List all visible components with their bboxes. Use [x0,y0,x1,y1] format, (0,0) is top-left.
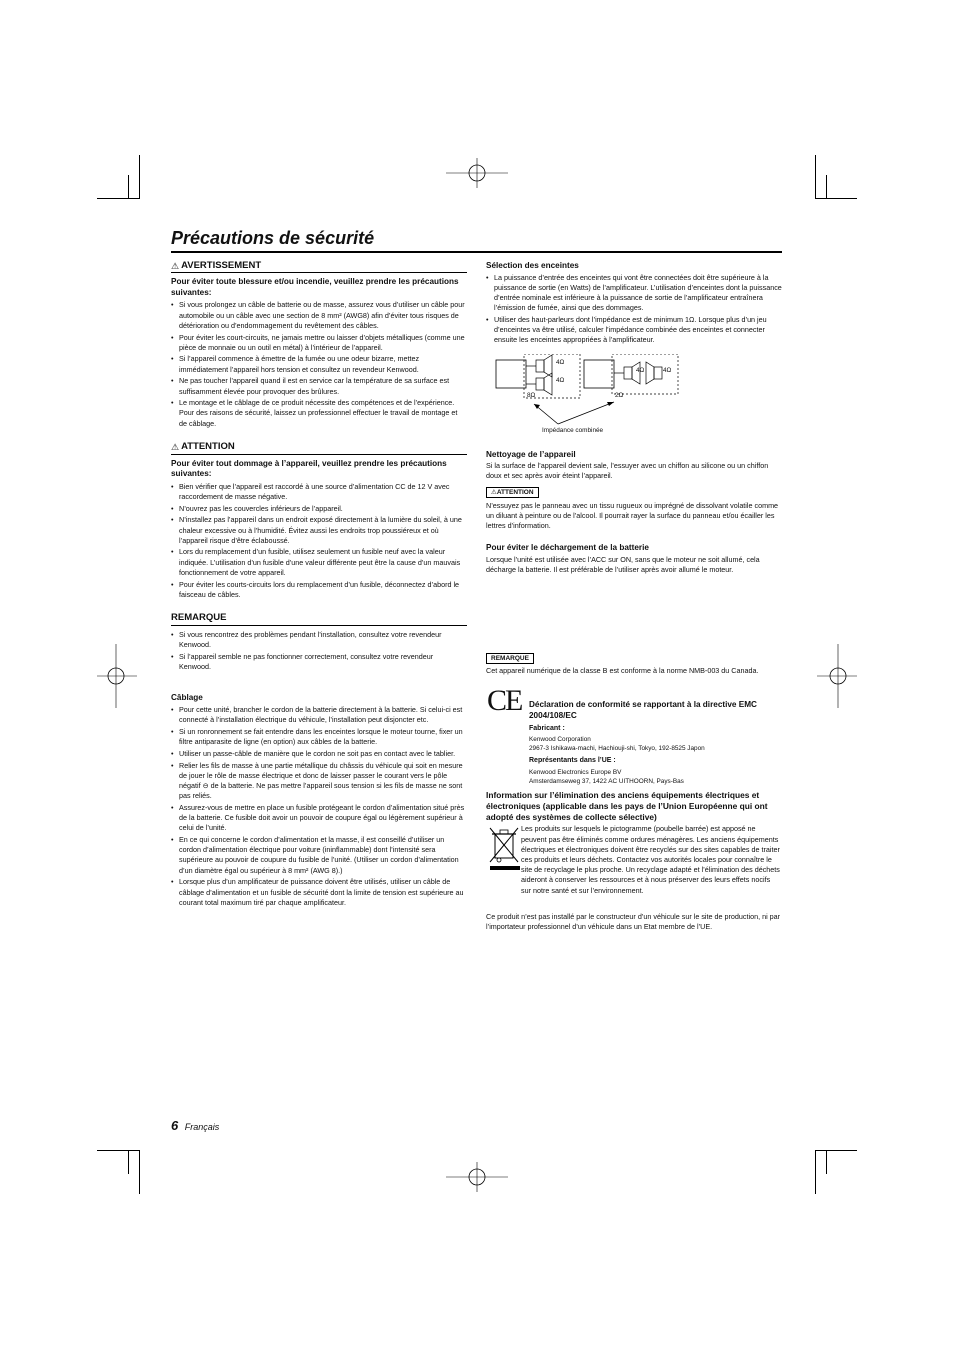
impedance-total: 2Ω [615,391,624,399]
ce-logo: CE [487,684,522,718]
list-item: • Si l’appareil semble ne pas fonctionner correctement, consultez votre revendeur Kenwood. [171,652,467,672]
fabricant-name: Kenwood Corporation [529,736,591,744]
remarque-tag: REMARQUE [486,653,534,664]
remarque-heading: REMARQUE [171,613,467,625]
list-item: • Le montage et le câblage de ce produit nécessite des compétences et de l’expérience. Pour des raisons de sécurité, laissez un professionnel effectuer le travail de montage et de câblage. [171,398,467,429]
batterie-heading: Pour éviter le déchargement de la batterie [486,543,649,553]
crop-mark [128,1150,129,1174]
remarque-list [171,630,467,672]
list-item: • Relier les fils de masse à une partie métallique du châssis du véhicule qui soit en mesure de jouer le rôle de masse électrique et donc de laisser passer le courant vers le pôle négatif ⊖ de la batterie. Ne pas mettre l’appareil sous tension si les fils de masse ne sont pas reliés. [171,761,467,802]
nettoyage-text: Si la surface de l’appareil devient sale, l’essuyer avec un chiffon au silicone ou un chiffon doux et sec après avoir éteint l’appareil. [486,461,769,481]
fabricant-label: Fabricant : [529,724,565,732]
crop-mark [826,175,827,199]
nettoyage-warning: N’essuyez pas le panneau avec un tissu rugueux ou imprégné de dissolvant volatile comme un diluant à peinture ou de l’alcool. Il pourrait rayer la surface du panneau et/ou écailler les lettres d’information. [486,500,779,530]
impedance-label: 4Ω [636,366,645,374]
attention-tag: ⚠ATTENTION [486,487,539,498]
list-item: • Si vous rencontrez des problèmes pendant l’installation, consultez votre revendeur Kenwood. [171,630,467,650]
page-number: 6 [171,1118,179,1133]
left-column [171,261,467,909]
ce-content [529,700,782,785]
attention-list [171,482,467,600]
list-item: • Assurez-vous de mettre en place un fusible protégeant le cordon d’alimentation situé près de la batterie. Ce fusible doit avoir un pouvoir de coupure égal ou légèrement supérieur à celui de l’unité. [171,803,467,834]
weee-note: Ce produit n’est pas installé par le constructeur d’un véhicule sur le site de production, ni par l’importateur professionnel d’un véhicule dans un Etat membre de l’UE. [486,911,781,931]
impedance-total: 8Ω [527,391,536,399]
ce-declaration [486,684,782,786]
cablage-heading: Câblage [171,693,203,703]
list-item: • Si vous prolongez un câble de batterie ou de masse, assurez vous d’utiliser un câble pour automobile ou un câble avec une section de 8 mm² (AWG8) afin d’éviter tous risques de détérioration ou d’endommagement du revêtement des câbles. [171,300,467,331]
crop-mark [139,155,140,199]
attention-heading: ⚠ ATTENTION [171,442,467,454]
list-item: • Lorsque plus d’un amplificateur de puissance doivent être utilisés, utiliser un câble de câblage d’alimentation et un fusible de sécurité dont la limite de tension est supérieure au courant total maximum tiré par chaque amplificateur. [171,877,467,908]
warning-triangle-icon: ⚠ [171,261,180,271]
right-column [486,261,782,932]
crop-mark [815,155,816,199]
crop-mark [815,198,857,199]
batterie-text: Lorsque l’unité est utilisée avec l’ACC sur ON, sans que le moteur ne soit allumé, cela décharge la batterie. Il est préférable de l’utiliser après avoir allumé le moteur. [486,554,760,574]
crop-mark [128,175,129,199]
list-item: • Pour éviter les court-circuits, ne jamais mettre ou laisser d’objets métalliques (comme une pièce de monnaie ou un outil en métal) à l’intérieur de l’appareil. [171,333,467,353]
list-item: • La puissance d’entrée des enceintes qui vont être connectées doit être supérieure à la puissance de sortie (en Watts) de l’amplificateur. L’utilisation d’enceintes dont la puissance d’entrée nominale est inférieure à la puissance de sortie de l’amplificateur entraînera l’émission de fumée, ainsi que des dommages. [486,273,782,314]
cablage-list [171,705,467,908]
crop-mark [826,1150,827,1174]
list-item: • Utiliser des haut-parleurs dont l’impédance est de minimum 1Ω. Lorsque plus d’un jeu d’enceintes va être utilisé, calculer l’impédance combinée des enceintes et connecter ensuite les enceintes appropriées à l’amplificateur. [486,315,782,346]
list-item: • Pour cette unité, brancher le cordon de la batterie directement à la batterie. Si celui-ci est connecté à l’installation électrique du véhicule, l’installation peut disjoncter etc. [171,705,467,725]
list-item: • Lors du remplacement d’un fusible, utilisez seulement un fusible neuf avec la valeur indiquée. L’utilisation d’un fusible d’une valeur différente peut être la cause d’un mauvais fonctionnement de votre appareil. [171,547,467,578]
impedance-diagram [486,354,782,442]
attention-lead: Pour éviter tout dommage à l’appareil, veuillez prendre les précautions suivantes: [171,458,447,479]
list-item: • Pour éviter les courts-circuits lors du remplacement d’un fusible, déconnectez d’abord le faisceau de câbles. [171,580,467,600]
impedance-label: 4Ω [663,366,672,374]
avertissement-lead: Pour éviter toute blessure et/ou incendie, veuillez prendre les précautions suivantes: [171,277,459,297]
registration-mark [446,1162,508,1192]
weee-block [486,824,782,895]
page-title: Précautions de sécurité [171,228,375,248]
ce-heading: Déclaration de conformité se rapportant à la directive EMC 2004/108/EC [529,700,757,720]
avertissement-heading: ⚠ AVERTISSEMENT [171,261,467,273]
fabricant-address: 2967-3 Ishikawa-machi, Hachiouji-shi, Tokyo, 192-8525 Japon [529,745,705,753]
registration-mark [817,644,857,708]
crop-mark [139,1150,140,1194]
selection-list [486,273,782,346]
list-item: • Utiliser un passe-câble de manière que le cordon ne soit pas en contact avec le tablier. [171,749,467,759]
avertissement-list [171,300,467,428]
crossed-bin-icon [488,826,520,872]
crop-mark [97,198,139,199]
warning-triangle-icon: ⚠ [491,488,497,496]
impedance-label: 4Ω [556,376,565,384]
remarque-text: Cet appareil numérique de la classe B est conforme à la norme NMB-003 du Canada. [486,666,759,676]
list-item: • Ne pas toucher l’appareil quand il est en service car la température de sa surface est suffisamment élevée pour provoquer des brûlures. [171,376,467,396]
nettoyage-heading: Nettoyage de l’appareil [486,449,576,459]
crop-mark [97,1150,139,1151]
impedance-caption: Impédance combinée [542,426,604,434]
list-item: • Si l’appareil commence à émettre de la fumée ou une odeur bizarre, mettez immédiatement l’appareil hors tension et consultez un revendeur Kenwood. [171,354,467,374]
list-item: • Bien vérifier que l’appareil est raccordé à une source d’alimentation CC de 12 V avec raccordement de masse négative. [171,482,467,502]
registration-mark [446,158,508,188]
registration-mark [97,644,137,708]
list-item: • En ce qui concerne le cordon d’alimentation et la masse, il est conseillé d’utiliser un cordon d’alimentation électrique pour voiture (ininflammable) dont l’intensité sera supérieure au pouvoir de coupure du fusible de l’unité. (Utiliser un cordon d’alimentation d’un diamètre égal ou supérieur à 8 mm² (AWG 8).) [171,835,467,876]
crop-mark [815,1150,857,1151]
warning-triangle-icon: ⚠ [171,442,180,453]
weee-text: Les produits sur lesquels le pictogramme (poubelle barrée) est apposé ne peuvent pas être éliminés comme ordures ménagères. Les anciens équipements électriques et électroniques doivent être recyclés sur des sites capables de traiter ces produits et leurs déchets. Contactez vos autorités locales pour connaître le site de recyclage le plus proche. Un recyclage adapté et l’élimination des déchets aideront à conserver les ressources et à nous préserver des leurs effets nocifs sur notre santé et sur l’environnement. [521,824,780,895]
weee-heading: Information sur l’élimination des anciens équipements électriques et électroniques (applicable dans les pays de l’Union Européenne qui ont adopté des systèmes de collecte sélective) [486,790,768,823]
impedance-label: 4Ω [556,358,565,366]
list-item: • N’installez pas l’appareil dans un endroit exposé directement à la lumière du soleil, à une chaleur excessive ou à l’humidité. Évitez aussi les endroits trop poussiéreux et où l’appareil risque d’être éclaboussé. [171,515,467,546]
page-footer [171,1118,219,1133]
list-item: • N’ouvrez pas les couvercles inférieurs de l’appareil. [171,504,467,514]
crop-mark [815,1150,816,1194]
representant-address: Amsterdamseweg 37, 1422 AC UITHOORN, Pays-Bas [529,777,684,785]
footer-language: Français [184,1122,220,1132]
representant-label: Représentants dans l’UE : [529,757,616,765]
title-rule [171,251,782,253]
selection-heading: Sélection des enceintes [486,261,579,270]
list-item: • Si un ronronnement se fait entendre dans les enceintes lorsque le moteur tourne, fixer un filtre antiparasite de ligne (en option) aux câbles de la batterie. [171,727,467,747]
representant-name: Kenwood Electronics Europe BV [529,768,622,776]
